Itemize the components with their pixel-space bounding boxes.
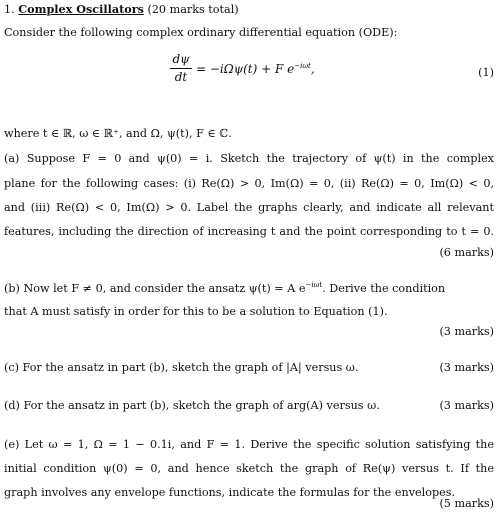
question-total-marks: (20 marks total) <box>147 3 239 16</box>
equation-exponent: −iωt <box>294 62 311 70</box>
part-b-line-1 <box>4 282 494 296</box>
fraction-bar <box>170 68 192 69</box>
part-a-line-2: plane for the following cases: (i) Re(Ω) > 0, Im(Ω) = 0, (ii) Re(Ω) = 0, Im(Ω) < 0, <box>4 177 494 190</box>
part-c-text: (c) For the ansatz in part (b), sketch the graph of |A| versus ω. <box>4 361 359 374</box>
equation-rhs <box>196 62 315 76</box>
where-clause: where t ∈ ℝ, ω ∈ ℝ⁺, and Ω, ψ(t), F ∈ ℂ. <box>4 127 232 140</box>
derivative-denominator: dt <box>174 70 188 84</box>
derivative-numerator: dψ <box>172 52 190 66</box>
question-title: Complex Oscillators <box>18 2 144 16</box>
part-e-marks: (5 marks) <box>439 497 494 510</box>
equation-trailing-comma: , <box>310 62 315 76</box>
part-b-line-1-pre: (b) Now let F ≠ 0, and consider the ansatz ψ(t) = A e <box>4 282 306 295</box>
part-d-marks: (3 marks) <box>439 399 494 412</box>
ode-equation <box>170 52 410 92</box>
part-b-line-2: that A must satisfy in order for this to be a solution to Equation (1). <box>4 305 388 318</box>
part-b-marks: (3 marks) <box>439 325 494 338</box>
part-a-marks: (6 marks) <box>439 246 494 259</box>
part-a-line-1: (a) Suppose F = 0 and ψ(0) = i. Sketch the trajectory of ψ(t) in the complex <box>4 152 494 165</box>
equation-rhs-body: = −iΩψ(t) + F e <box>196 62 295 76</box>
derivative-fraction <box>170 52 192 85</box>
part-e-line-2: initial condition ψ(0) = 0, and hence sketch the graph of Re(ψ) versus t. If the <box>4 462 494 475</box>
part-e-line-1: (e) Let ω = 1, Ω = 1 − 0.1i, and F = 1. Derive the specific solution satisfying the <box>4 438 494 451</box>
part-a-line-3: and (iii) Re(Ω) < 0, Im(Ω) > 0. Label the graphs clearly, and indicate all relevant <box>4 201 494 214</box>
part-b-exponent: −iωt <box>305 281 323 289</box>
equation-label: (1) <box>478 66 494 79</box>
intro-text: Consider the following complex ordinary differential equation (ODE): <box>4 26 398 39</box>
part-b-line-1-post: . Derive the condition <box>322 282 446 295</box>
question-heading <box>4 2 494 17</box>
part-c-marks: (3 marks) <box>439 361 494 374</box>
question-number: 1. <box>4 3 15 16</box>
part-d-text: (d) For the ansatz in part (b), sketch the graph of arg(A) versus ω. <box>4 399 380 412</box>
part-e-line-3: graph involves any envelope functions, indicate the formulas for the envelopes. <box>4 486 456 499</box>
part-a-line-4: features, including the direction of increasing t and the point corresponding to t = 0. <box>4 225 494 238</box>
